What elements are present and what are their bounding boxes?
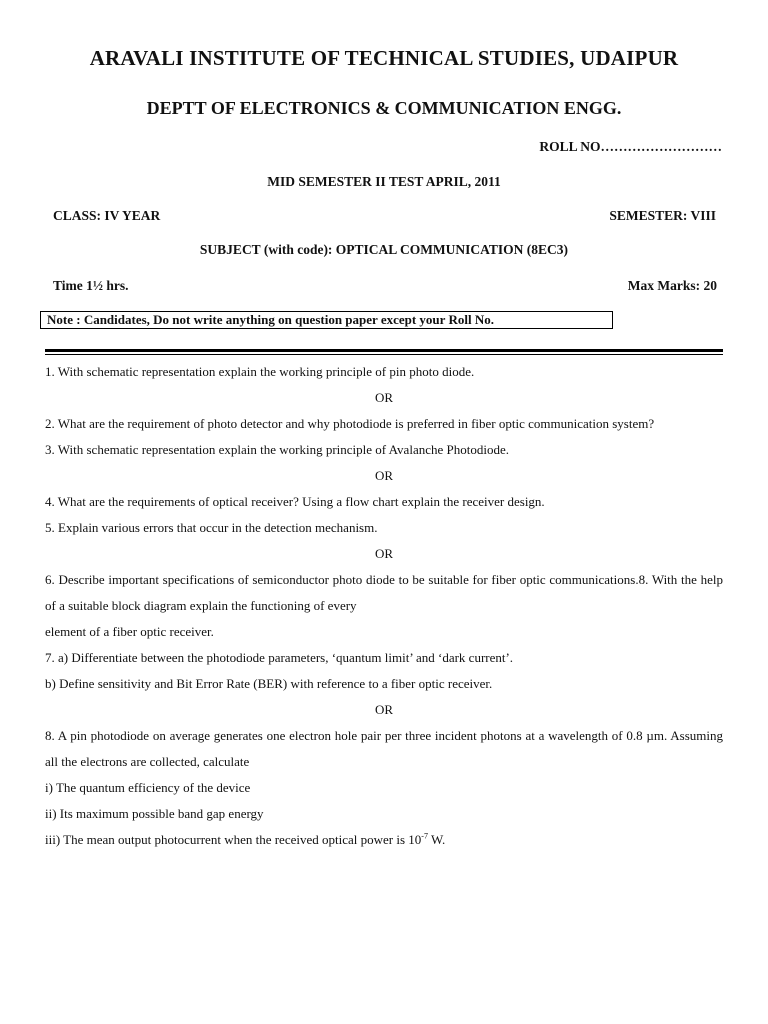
question-1: 1. With schematic representation explain the working principle of pin photo diode. <box>45 364 475 379</box>
question-3: 3. With schematic representation explain the working principle of Avalanche Photodiode. <box>45 442 509 457</box>
question-list <box>45 359 723 853</box>
or-separator: OR <box>374 468 394 483</box>
question-8-part-ii: ii) Its maximum possible band gap energy <box>45 806 264 821</box>
question-8-part-iii-text: iii) The mean output photocurrent when the received optical power is 10 <box>45 832 422 847</box>
question-7a: 7. a) Differentiate between the photodiode parameters, ‘quantum limit’ and ‘dark current’. <box>45 650 514 665</box>
question-6-continued: element of a fiber optic receiver. <box>45 624 214 639</box>
exam-title: MID SEMESTER II TEST APRIL, 2011 <box>267 174 501 189</box>
time-label: Time 1½ hrs. <box>53 278 129 293</box>
or-separator: OR <box>374 390 394 405</box>
question-2: 2. What are the requirement of photo detector and why photodiode is preferred in fiber optic communication system? <box>45 416 655 431</box>
power-exponent: -7 <box>421 831 428 841</box>
header-divider-thick <box>45 349 723 352</box>
semester-label: SEMESTER: VIII <box>609 208 716 223</box>
department-title: DEPTT OF ELECTRONICS & COMMUNICATION ENGG. <box>146 98 622 118</box>
question-6: 6. Describe important specifications of semiconductor photo diode to be suitable for fiber optic communications.8. With the help of a suitable block diagram explain the functioning of every <box>45 572 723 613</box>
roll-number-line: ROLL NO……………………… <box>539 139 722 154</box>
question-8: 8. A pin photodiode on average generates one electron hole pair per three incident photons at a wavelength of 0.8 µm. Assuming all the electrons are collected, calculate <box>45 728 723 769</box>
question-8-part-i: i) The quantum efficiency of the device <box>45 780 251 795</box>
max-marks-label: Max Marks: 20 <box>627 278 717 293</box>
or-separator: OR <box>374 546 394 561</box>
institute-title: ARAVALI INSTITUTE OF TECHNICAL STUDIES, UDAIPUR <box>89 46 679 70</box>
question-8-part-iii <box>45 827 723 853</box>
question-4: 4. What are the requirements of optical receiver? Using a flow chart explain the receiver design. <box>45 494 545 509</box>
question-7b: b) Define sensitivity and Bit Error Rate (BER) with reference to a fiber optic receiver. <box>45 676 493 691</box>
or-separator: OR <box>374 702 394 717</box>
candidate-note-box: Note : Candidates, Do not write anything on question paper except your Roll No. <box>40 311 613 329</box>
question-5: 5. Explain various errors that occur in the detection mechanism. <box>45 520 378 535</box>
question-8-part-iii-unit: W. <box>427 832 446 847</box>
subject-label: SUBJECT (with code): OPTICAL COMMUNICATION (8EC3) <box>199 242 569 257</box>
class-label: CLASS: IV YEAR <box>53 208 161 223</box>
header-divider-thin <box>45 354 723 355</box>
